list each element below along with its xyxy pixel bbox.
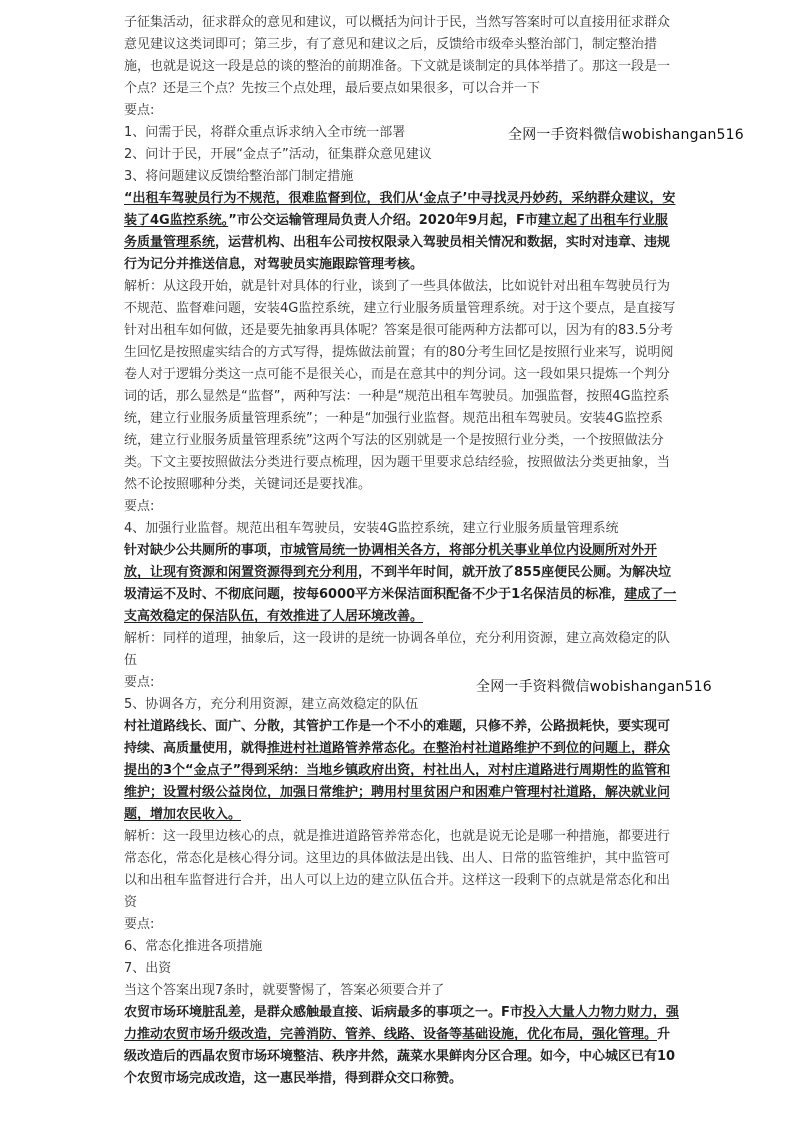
text-segment: 7、出资 xyxy=(124,961,172,976)
text-segment: 当这个答案出现7条时，就要警惕了，答案必须要合并了 xyxy=(124,983,445,998)
paragraph xyxy=(124,166,680,188)
paragraph xyxy=(124,188,680,276)
text-segment: 解析：这一段里边核心的点，就是推进道路管养常态化，也就是说无论是哪一种措施，都要进行常态化，常态化是核心得分词。这里边的具体做法是出钱、出人、日常的监管维护，其中监管可以和出租车监督进行合并，出人可以上边的建立队伍合并。这样这一段剩下的点就是常态化和出资 xyxy=(124,829,671,910)
paragraph xyxy=(124,936,680,958)
paragraph xyxy=(124,100,680,122)
paragraph xyxy=(124,980,680,1002)
paragraph xyxy=(124,914,680,936)
watermark-text: 全网一手资料微信wobishangan516 xyxy=(508,127,744,143)
text-segment: 3、将问题建议反馈给整治部门制定措施 xyxy=(124,169,354,184)
text-segment: 建成了一支高效稳定的保洁队伍，有效推进了人居环境改善。 xyxy=(124,587,677,624)
paragraph xyxy=(124,628,680,672)
text-segment: 4、加强行业监督。规范出租车驾驶员，安装4G监控系统，建立行业服务质量管理系统 xyxy=(124,521,619,536)
text-segment: 很难监督到位，我们从‘金点子’中寻找灵丹妙药，采纳群众建议，安装了4G监控系统。 xyxy=(124,191,676,228)
text-segment: 农贸市场环境脏乱差，是群众感触最直接、诟病最多的事项之一。F市 xyxy=(124,1005,523,1020)
text-segment: 村社道路线长、面广、分散，其管护工作是一个不小的难题，只修不养，公路损耗快，要实现可持续、高质量使用，就得 xyxy=(124,719,671,756)
text-segment: 2、问计于民，开展“金点子”活动，征集群众意见建议 xyxy=(124,147,432,162)
text-segment: 要点: xyxy=(124,499,155,514)
text-segment: 6、常态化推进各项措施 xyxy=(124,939,263,954)
paragraph xyxy=(124,694,680,716)
text-segment: 市城管局统一协调相关各方，将部分机关事业单位内设厕所对外开放，让现有资源和闲置资源得到充分利用 xyxy=(124,543,658,580)
text-segment: 解析：同样的道理，抽象后，这一段讲的是统一协调各单位，充分利用资源，建立高效稳定的队伍 xyxy=(124,631,671,668)
paragraph xyxy=(124,276,680,496)
text-segment: ，运营机构、出租车公司按权限录入驾驶员相关情况和数据，实时对违章、违规行为记分并推送信息，对驾驶员实施跟踪管理考核。 xyxy=(124,235,671,272)
text-segment: 5、协调各方，充分利用资源，建立高效稳定的队伍 xyxy=(124,697,419,712)
text-segment: ”市公交运输管理局负责人介绍。2020年9月起，F市 xyxy=(228,213,538,228)
text-segment: 投入大量人力物力财力，强力推动农贸市场升级改造，完善消防、管养、线路、设备等基础设施，优化布局，强化管理。 xyxy=(124,1005,679,1042)
paragraph xyxy=(124,144,680,166)
paragraph xyxy=(124,1002,680,1090)
text-segment: 升级改造后的西晶农贸市场环境整洁、秩序井然，蔬菜水果鲜肉分区合理。如今，中心城区已有10个农贸市场完成改造，这一惠民举措，得到群众交口称赞。 xyxy=(124,1027,676,1086)
paragraph xyxy=(124,12,680,100)
text-segment: 解析：从这段开始，就是针对具体的行业，谈到了一些具体做法，比如说针对出租车驾驶员行为不规范、监督难问题，安装4G监控系统，建立行业服务质量管理系统。对于这个要点，是直接写针对出租车如何做，还是要先抽象再具体呢？答案是很可能两种方法都可以，因为有的83.5分考生回忆是按照虚实结合的方式写得，提炼做法前置；有的80分考生回忆是按照行业来写，说明阅卷人对于逻辑分类这一点可能不是很关心，而是在意其中的判分词。这一段如果只提炼一个判分词的话，那么显然是“监督”，两种写法：一种是“规范出租车驾驶员。加强监督，按照4G监控系统，建立行业服务质量管理系统”；一种是“加强行业监督。规范出租车驾驶员。安装4G监控系统，建立行业服务质量管理系统”这两个写法的区别就是一个是按照行业分类，一个按照做法分类。下文主要按照做法分类进行要点梳理，因为题干里要求总结经验，按照做法分类更抽象，当然不论按照哪种分类，关键词还是要找准。 xyxy=(124,279,676,492)
document-page xyxy=(124,12,680,1090)
text-segment: 1、问需于民，将群众重点诉求纳入全市统一部署 xyxy=(124,125,406,140)
text-segment: 要点: xyxy=(124,103,155,118)
text-segment: 推进村社道路管养常态化。在整治村社道路维护不到位的问题上，群众提出的3个“金点子”得到采纳：当地乡镇政府出资，村社出人，对村庄道路进行周期性的监管和维护；设置村级公益岗位，加强日常维护；聘用村里贫困户和困难户管理村社道路，解决就业问题，增加农民收入。 xyxy=(124,741,671,822)
paragraph xyxy=(124,540,680,628)
paragraph xyxy=(124,958,680,980)
paragraph xyxy=(124,518,680,540)
paragraph xyxy=(124,826,680,914)
text-segment: 要点: xyxy=(124,675,155,690)
watermark-text: 全网一手资料微信wobishangan516 xyxy=(476,679,712,695)
text-segment: 针对缺少公共厕所的事项， xyxy=(124,543,281,558)
paragraph xyxy=(124,496,680,518)
text-segment: “出租车驾驶员行为不规范， xyxy=(124,191,289,206)
text-segment: 要点: xyxy=(124,917,155,932)
text-segment: ，不到半年时间，就开放了855座便民公厕。为解决垃圾清运不及时、不彻底问题，按每6000平方米保洁面积配备不少于1名保洁员的标准， xyxy=(124,565,672,602)
text-segment: 子征集活动，征求群众的意见和建议，可以概括为问计于民，当然写答案时可以直接用征求群众意见建议这类词即可；第三步，有了意见和建议之后，反馈给市级牵头整治部门，制定整治措施，也就是说这一段是总的谈的整治的前期准备。下文就是谈制定的具体举措了。那这一段是一个点？还是三个点？先按三个点处理，最后要点如果很多，可以合并一下 xyxy=(124,15,671,96)
text-segment: 建立起了出租车行业服务质量管理系统 xyxy=(124,213,668,250)
paragraph xyxy=(124,716,680,826)
